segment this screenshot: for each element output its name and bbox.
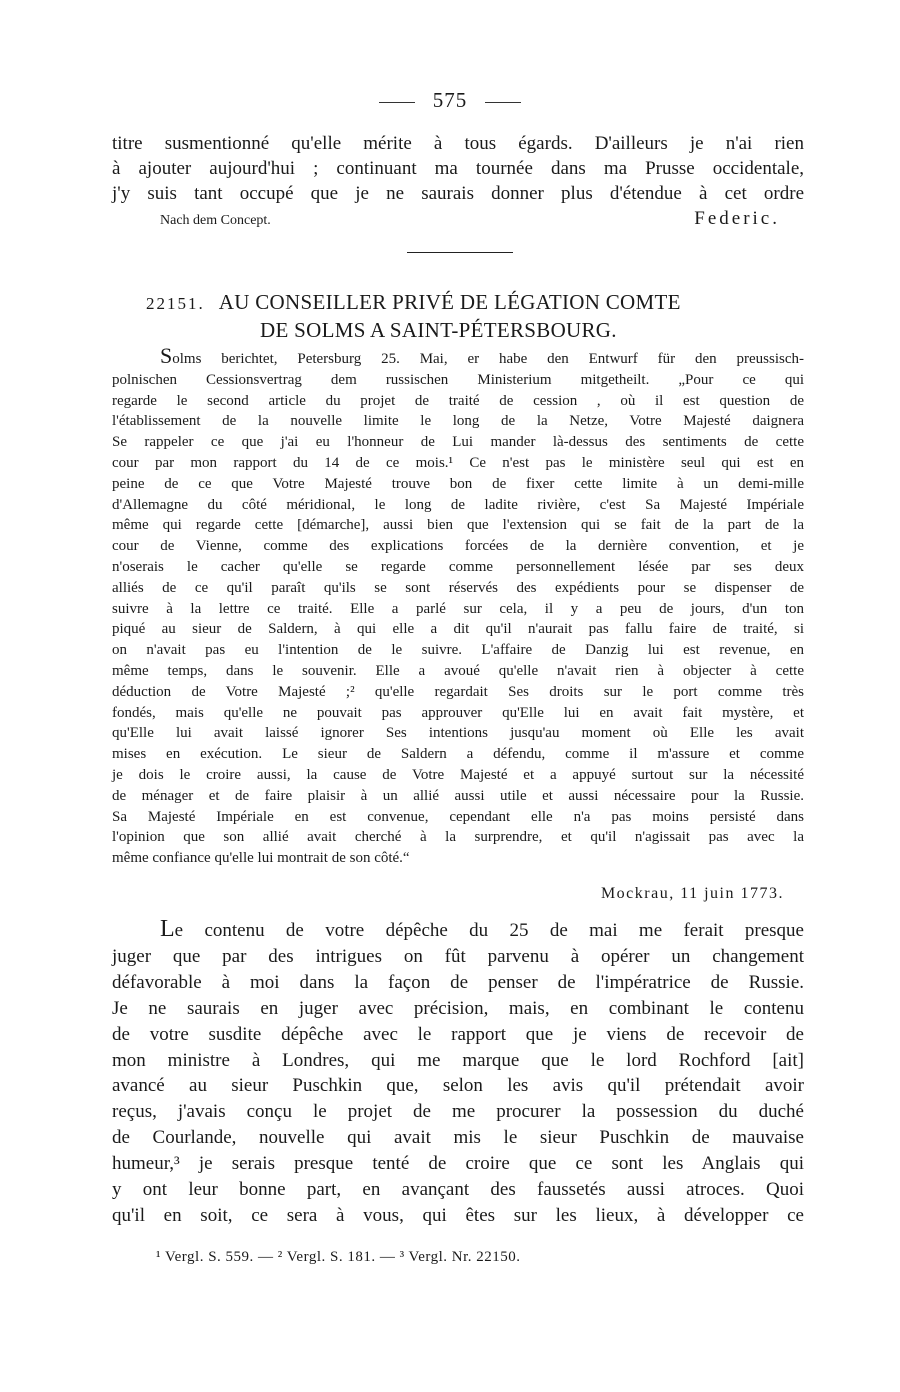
text-line: humeur,³ je serais presque tenté de croire que ce sont les Anglais qui <box>112 1153 804 1175</box>
text-line: défavorable à moi dans la façon de penser de l'impératrice de Russie. <box>112 971 804 993</box>
text-line: on n'avait pas eu l'intention de le suivre. L'affaire de Danzig lui est revenue, en <box>112 642 804 659</box>
text-line: qu'il en soit, ce sera à vous, qui êtes sur les lieux, à développer ce <box>112 1204 804 1226</box>
text-line: titre susmentionné qu'elle mérite à tous égards. D'ailleurs je n'ai rien <box>112 133 804 154</box>
heading-line-1: AU CONSEILLER PRIVÉ DE LÉGATION COMTE <box>218 290 681 314</box>
text-line: à ajouter aujourd'hui ; continuant ma tournée dans ma Prusse occidentale, <box>112 158 804 179</box>
place-date: Mockrau, 11 juin 1773. <box>600 885 784 902</box>
text-line: Sa Majesté Impériale en est convenue, cependant elle n'a pas moins persisté dans <box>112 808 804 825</box>
source-note: Nach dem Concept. <box>160 213 271 228</box>
continued-paragraph <box>112 131 804 206</box>
document-heading <box>112 289 812 343</box>
letter-body <box>112 917 804 1229</box>
page-number: 575 <box>432 88 468 112</box>
summary-paragraph <box>112 343 804 869</box>
text-line: l'établissement de la nouvelle limite le long de la Netze, Votre Majesté daignera <box>112 413 804 430</box>
signature: Federic. <box>694 208 780 229</box>
main-dropcap: L <box>160 916 175 942</box>
text-line: suivre à la lettre ce traité. Elle a parlé sur cela, il y a peu de jours, d'un ton <box>112 600 804 617</box>
text-line: mises en exécution. Le sieur de Saldern a défendu, comme il m'assure et comme <box>112 746 804 763</box>
summary-dropcap: S <box>160 343 173 368</box>
text-line: de votre susdite dépêche avec le rapport que je viens de recevoir de <box>112 1023 804 1045</box>
footnotes: ¹ Vergl. S. 559. — ² Vergl. S. 181. — ³ Vergl. Nr. 22150. <box>156 1249 521 1265</box>
text-line: Je ne saurais en juger avec précision, mais, en combinant le contenu <box>112 997 804 1019</box>
text-line: n'oserais le cacher qu'elle se regarde comme personnellement lésée par ses deux <box>112 558 804 575</box>
text-line: regarde le second article du projet de traité de cession , où il est question de <box>112 392 804 409</box>
text-line: déduction de Votre Majesté ;² qu'elle regardait Ses droits sur le port comme très <box>112 683 804 700</box>
left-dash <box>379 102 415 103</box>
text-line: fondés, mais qu'elle ne pouvait pas approuver qu'Elle lui en avait fait mystère, et <box>112 704 804 721</box>
text-line: juger que par des intrigues on fût parvenu à opérer un changement <box>112 945 804 967</box>
text-line: de ménager et de faire plaisir à un allié aussi utile et aussi nécessaire pour la Russie. <box>112 787 804 804</box>
text-line: cour de Vienne, comme des explications forcées de la dernière convention, et je <box>112 538 804 555</box>
text-line: d'Allemagne du côté méridional, le long de ladite rivière, c'est Sa Majesté Impériale <box>112 496 804 513</box>
text-line: piqué au sieur de Saldern, à qui elle a dit qu'il n'aurait pas fallu faire de traité, si <box>112 621 804 638</box>
page-number-row <box>0 88 900 113</box>
text-line: peine de ce que Votre Majesté trouve bon de fixer cette limite à un demi-mille <box>112 475 804 492</box>
text-line: reçus, j'avais conçu le projet de me procurer la possession du duché <box>112 1101 804 1123</box>
text-line: cour par mon rapport du 14 de ce mois.¹ Ce n'est pas le ministère seul qui est en <box>112 454 804 471</box>
text-line: avancé au sieur Puschkin que, selon les avis qu'il prétendait avoir <box>112 1075 804 1097</box>
text-line: de Courlande, nouvelle qui avait mis le sieur Puschkin de mauvaise <box>112 1127 804 1149</box>
text-line: polnischen Cessionsvertrag dem russischen Ministerium mitgetheilt. „Pour ce qui <box>112 371 804 388</box>
text-line: qu'Elle lui avait laissé ignorer Ses intentions jusqu'au moment où Elle les avait <box>112 725 804 742</box>
right-dash <box>485 102 521 103</box>
text-line: j'y suis tant occupé que je ne saurais donner plus d'étendue à cet ordre <box>112 183 804 204</box>
text-line: Se rappeler ce que j'ai eu l'honneur de Lui mander là-dessus des sentiments de cette <box>112 434 804 451</box>
text-line: même confiance qu'elle lui montrait de son côté.“ <box>112 850 410 867</box>
heading-line-2: DE SOLMS A SAINT-PÉTERSBOURG. <box>260 318 617 342</box>
text-line: y ont leur bonne part, en avançant des faussetés aussi atroces. Quoi <box>112 1179 804 1201</box>
section-divider <box>407 252 513 253</box>
text-line: mon ministre à Londres, qui me marque que le lord Rochford [ait] <box>112 1049 804 1071</box>
text-line: Le contenu de votre dépêche du 25 de mai me ferait presque <box>160 916 804 942</box>
text-line: l'opinion que son allié avait cherché à la surprendre, et qu'il n'agissait pas avec la <box>112 829 804 846</box>
text-line: alliés de ce qu'il paraît qu'ils se sont réservés des expédients pour se dispenser de <box>112 579 804 596</box>
source-signature-row <box>160 208 780 230</box>
document-number: 22151. <box>146 294 205 313</box>
text-line: même temps, dans le souvenir. Elle a avoué qu'elle n'avait rien à objecter à cette <box>112 662 804 679</box>
text-line: je dois le croire aussi, la cause de Votre Majesté et a appuyé surtout sur la nécessité <box>112 766 804 783</box>
text-line: Solms berichtet, Petersburg 25. Mai, er habe den Entwurf für den preussisch- <box>160 343 804 368</box>
text-line: même qui regarde cette [démarche], aussi bien que l'extension qui se fait de la part de la <box>112 517 804 534</box>
